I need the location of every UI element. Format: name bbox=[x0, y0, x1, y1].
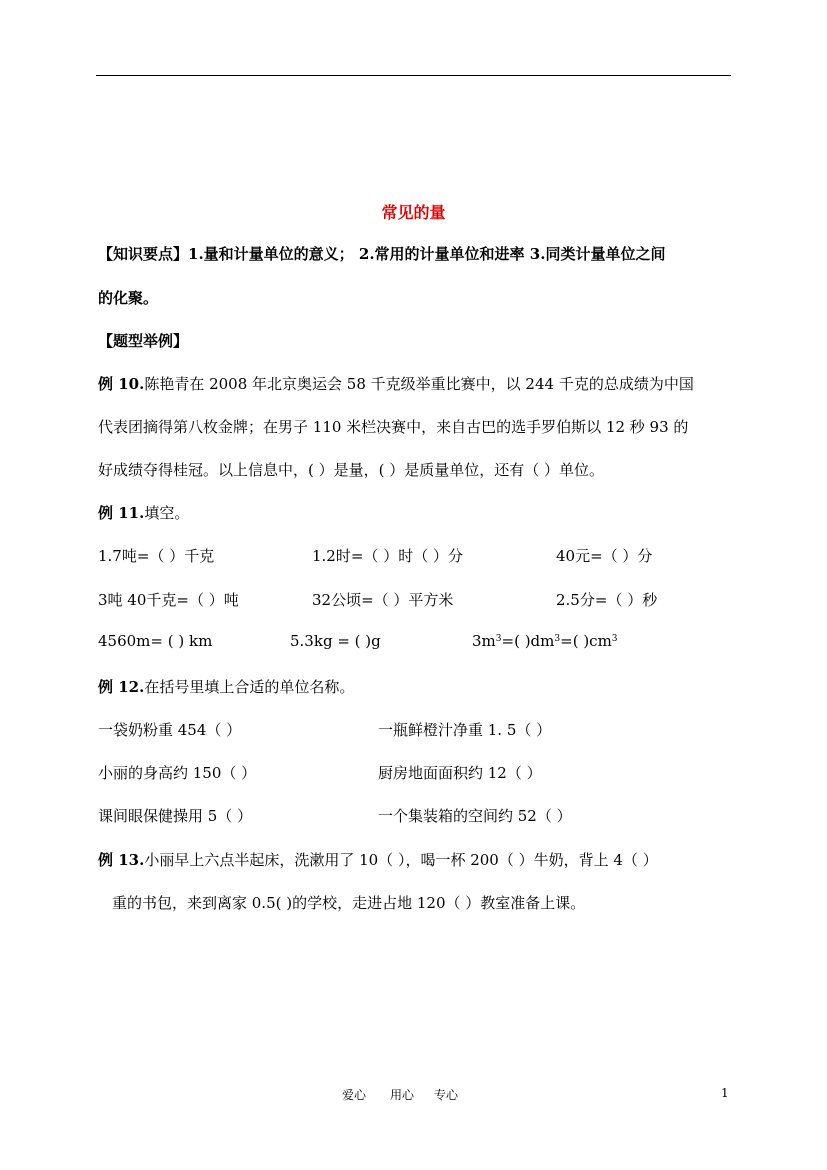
example-11-text: 填空。 bbox=[144, 504, 190, 522]
footer-love: 爱心 bbox=[342, 1088, 367, 1102]
example-10-line1 bbox=[98, 373, 694, 394]
footer-focus: 专心 bbox=[434, 1088, 459, 1102]
ex11-item-4: 3吨 40千克=（ ）吨 bbox=[98, 591, 239, 609]
example-10-label: 例 10. bbox=[98, 375, 145, 393]
ex12-item-6: 一个集装箱的空间约 52（ ） bbox=[378, 807, 572, 825]
ex11-item-8: 5.3kg = ( )g bbox=[290, 632, 381, 650]
ex11-item-5: 32公顷=（ ）平方米 bbox=[312, 591, 454, 609]
page-number: 1 bbox=[721, 1086, 729, 1100]
knowledge-label: 【知识要点】 bbox=[98, 245, 189, 263]
ex11-item-9-sup2: 3 bbox=[554, 634, 561, 644]
section-heading: 【题型举例】 bbox=[98, 332, 189, 350]
ex12-item-3: 小丽的身高约 150（ ） bbox=[98, 764, 257, 782]
example-10-line3: 好成绩夺得桂冠。以上信息中，( ）是量，( ）是质量单位，还有（ ）单位。 bbox=[98, 461, 605, 479]
ex11-item-9 bbox=[472, 632, 618, 650]
knowledge-points bbox=[98, 243, 665, 264]
ex11-item-7: 4560m= ( ) km bbox=[98, 632, 213, 650]
example-13-line2: 重的书包，来到离家 0.5( )的学校，走进占地 120（ ）教室准备上课。 bbox=[112, 894, 586, 912]
ex12-item-4: 厨房地面面积约 12（ ） bbox=[378, 764, 542, 782]
example-13-label: 例 13. bbox=[98, 851, 145, 869]
ex11-item-1: 1.7吨=（ ）千克 bbox=[98, 547, 215, 565]
ex11-item-6: 2.5分=（ ）秒 bbox=[556, 591, 658, 609]
knowledge-line2: 的化聚。 bbox=[98, 289, 159, 307]
example-12-text: 在括号里填上合适的单位名称。 bbox=[144, 678, 355, 696]
example-10-line2: 代表团摘得第八枚金牌；在男子 110 米栏决赛中，来自古巴的选手罗伯斯以 12 秒 93 的 bbox=[98, 418, 689, 436]
header-rule bbox=[96, 75, 731, 76]
example-11-heading bbox=[98, 502, 189, 523]
ex12-item-1: 一袋奶粉重 454（ ） bbox=[98, 721, 242, 739]
example-13-line1 bbox=[98, 849, 658, 870]
example-12-heading bbox=[98, 676, 354, 697]
ex11-item-9-c: =( )cm bbox=[560, 632, 612, 650]
footer-care: 用心 bbox=[390, 1088, 415, 1102]
ex11-item-9-sup3: 3 bbox=[611, 634, 618, 644]
ex11-item-9-b: =( )dm bbox=[501, 632, 555, 650]
example-10-text1: 陈艳青在 2008 年北京奥运会 58 千克级举重比赛中，以 244 千克的总成绩为中国 bbox=[144, 375, 694, 393]
ex12-item-5: 课间眼保健操用 5（ ） bbox=[98, 807, 253, 825]
page-title: 常见的量 bbox=[381, 203, 446, 222]
ex11-item-2: 1.2时=（ ）时（ ）分 bbox=[312, 547, 463, 565]
ex11-item-3: 40元=（ ）分 bbox=[556, 547, 653, 565]
ex11-item-9-a: 3m bbox=[472, 632, 496, 650]
knowledge-line1: 1.量和计量单位的意义； 2.常用的计量单位和进率 3.同类计量单位之间 bbox=[188, 245, 666, 263]
ex11-item-9-sup1: 3 bbox=[495, 634, 502, 644]
example-11-label: 例 11. bbox=[98, 504, 145, 522]
example-13-text1: 小丽早上六点半起床，洗漱用了 10（ ），喝一杯 200（ ）牛奶，背上 4（ ） bbox=[144, 851, 658, 869]
ex12-item-2: 一瓶鲜橙汁净重 1. 5（ ） bbox=[378, 721, 552, 739]
example-12-label: 例 12. bbox=[98, 678, 145, 696]
